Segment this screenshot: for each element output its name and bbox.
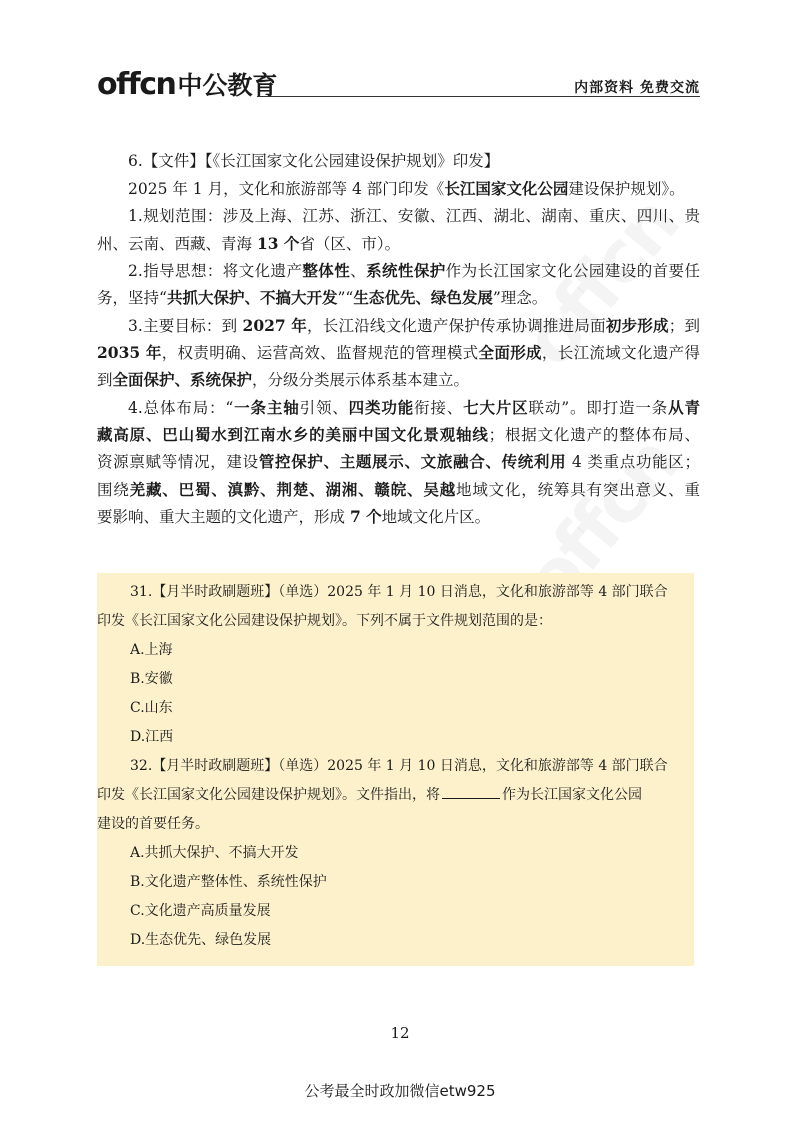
header-tag: 内部资料 免费交流 [574,80,700,96]
q32-option-d: D.生态优先、绿色发展 [130,932,272,948]
bold-span: 2035 年 [97,343,162,363]
text-span: 作为长江国家文化公园 [502,787,642,803]
layout-line-1 [97,394,700,421]
bold-span: 藏高原、巴山蜀水到江南水乡的美丽中国文化景观轴线 [97,424,489,444]
text-span: 要影响、重大主题的文化遗产，形成 [97,507,350,526]
text-span: 、 [350,262,367,281]
bold-span: 一条主轴 [233,397,300,417]
goal-line-1 [97,312,700,339]
text-span: 地域文化，统筹具有突出意义、重 [456,480,700,499]
text-span: 印发《长江国家文化公园建设保护规划》。文件指出，将 [97,787,440,803]
offcn-logo [97,66,277,102]
question-32-line-1: 32.【月半时政刷题班】（单选）2025 年 1 月 10 日消息，文化和旅游部等 4 部门联合 [130,758,668,774]
question-31-line-1: 31.【月半时政刷题班】（单选）2025 年 1 月 10 日消息，文化和旅游部等 4 部门联合 [130,584,668,600]
bold-span: 初步形成 [605,315,669,335]
bold-span: 全面形成 [478,343,542,363]
question-31-line-2: 印发《长江国家文化公园建设保护规划》。下列不属于文件规划范围的是： [97,613,552,629]
bold-span: 管控保护、主题展示、文旅融合、传统利用 [258,452,567,472]
q31-option-d: D.江西 [130,729,174,745]
article-intro [97,175,700,202]
bold-span: 羌藏、巴蜀、滇黔、荆楚、湖湘、赣皖、吴越 [129,479,457,499]
bold-span: 共抓大保护、不搞大开发 [166,288,338,308]
text-span: 4.总体布局：“ [128,398,234,417]
quiz-block [97,573,694,966]
text-span: 州、云南、西藏、青海 [97,234,257,253]
bold-span: 全面保护、系统保护 [112,370,253,390]
bold-span: 七大片区 [463,397,529,417]
article-title: 6.【文件】【《长江国家文化公园建设保护规划》印发】 [128,152,500,170]
layout-line-4 [97,476,700,503]
text-span: ，长江流域文化遗产得 [541,344,700,363]
text-span: 联动”。即打造一条 [528,398,669,417]
text-span: 作为长江国家文化公园建设的首要任 [445,262,700,281]
goal-line-3 [97,366,700,393]
logo-cn-text: 中公教育 [177,71,278,100]
text-span: ，长江沿线文化遗产保护传承协调推进局面 [307,316,606,335]
footer-note: 公考最全时政加微信etw925 [304,1082,496,1100]
text-span: 建设保护规划》。 [568,180,685,199]
page-number: 12 [390,1024,410,1042]
layout-line-2 [97,421,700,448]
text-span: ，权责明确、运营高效、监督规范的管理模式 [161,344,479,363]
goal-line-2 [97,339,700,366]
bold-span: 生态优先、绿色发展 [353,288,493,308]
q32-option-a: A.共抓大保护、不搞大开发 [130,845,299,861]
bold-span: 7 个 [349,506,382,526]
scope-line-2 [97,230,700,257]
text-span: 地域文化片区。 [381,507,491,526]
text-span: ，分级分类展示体系基本建立。 [252,371,470,390]
text-span: ；根据文化遗产的整体布局、 [488,425,700,444]
question-32-line-3: 建设的首要任务。 [97,816,209,832]
page-header [97,62,700,102]
text-span: 4 类重点功能区； [566,453,700,472]
scope-line-1: 1.规划范围：涉及上海、江苏、浙江、安徽、江西、湖北、湖南、重庆、四川、贵 [128,206,700,225]
logo-latin-text: offcn [97,67,176,102]
bold-span: 从青 [668,397,700,417]
bold-span: 系统性保护 [366,261,446,281]
q31-option-c: C.山东 [130,700,173,716]
text-span: 2025 年 1 月，文化和旅游部等 4 部门印发《 [128,180,445,199]
text-span: 到 [97,371,113,390]
text-span: 3.主要目标：到 [128,316,243,335]
q32-option-c: C.文化遗产高质量发展 [130,903,271,919]
text-span: ”“ [337,289,354,308]
bold-span: 整体性 [302,261,351,281]
text-span: 资源禀赋等情况，建设 [97,453,259,472]
text-span: ”理念。 [492,289,548,308]
text-span: 务，坚持“ [97,289,167,308]
text-span: 省（区、市）。 [299,234,401,253]
text-span: 2.指导思想：将文化遗产 [128,262,303,281]
article-body [97,148,700,530]
question-32-line-2 [97,781,694,810]
text-span: ；到 [668,316,700,335]
guide-line-2 [97,284,700,311]
text-span: 围绕 [97,480,130,499]
answer-blank [442,784,500,799]
text-span: 衔接、 [414,398,464,417]
bold-span: 四类功能 [348,397,415,417]
bold-span: 13 个 [256,233,300,253]
layout-line-3 [97,448,700,475]
q31-option-a: A.上海 [130,642,173,658]
q31-option-b: B.安徽 [130,671,173,687]
bold-span: 长江国家文化公园 [444,179,569,199]
text-span: 引领、 [299,398,349,417]
guide-line-1 [97,257,700,284]
layout-line-5 [97,503,700,530]
q32-option-b: B.文化遗产整体性、系统性保护 [130,874,327,890]
bold-span: 2027 年 [242,315,308,335]
